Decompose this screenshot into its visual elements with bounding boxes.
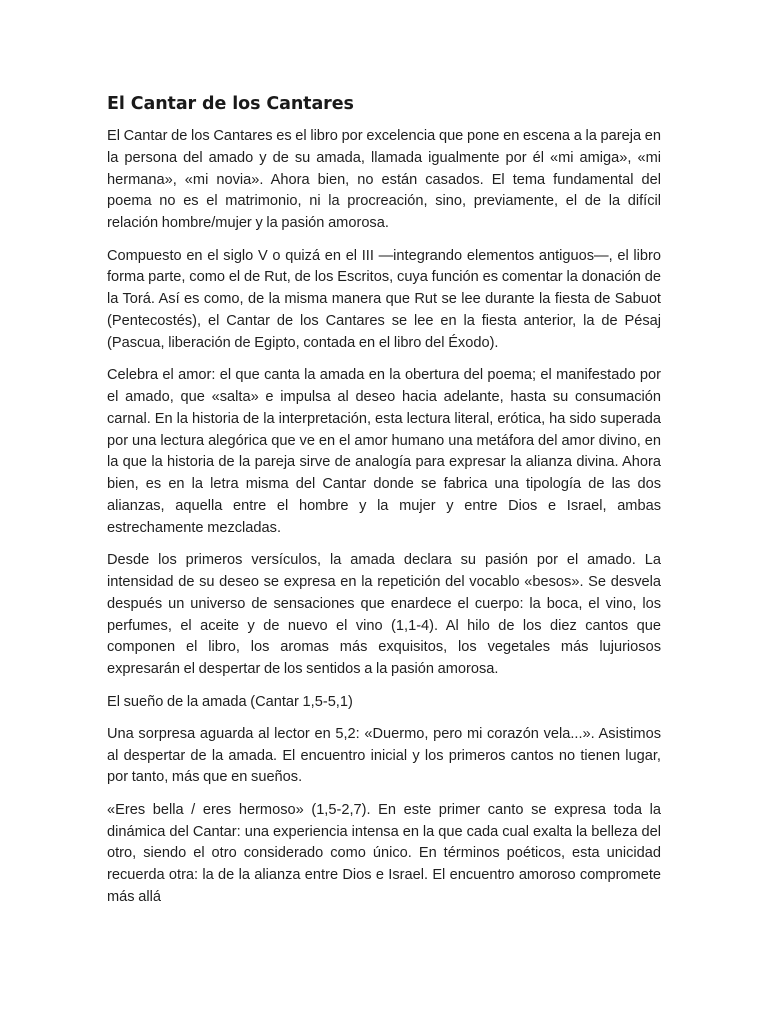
paragraph-surprise: Una sorpresa aguarda al lector en 5,2: «Duermo, pero mi corazón vela...». Asistimos al despertar de la amada. El encuentro inicial y los primeros cantos no tienen lugar, por tanto, más que en sueños.: [107, 725, 661, 786]
document-title: El Cantar de los Cantares: [107, 94, 354, 114]
paragraph-first-song: «Eres bella / eres hermoso» (1,5-2,7). En este primer canto se expresa toda la dinámica del Cantar: una experiencia intensa en la que cada cual exalta la belleza del otro, siendo el otro considerado como único. En términos poéticos, esta unicidad recuerda otra: la de la alianza entre Dios e Israel. El encuentro amoroso compromete más allá: [107, 801, 661, 906]
section-heading-dream: El sueño de la amada (Cantar 1,5-5,1): [107, 693, 353, 710]
paragraph-first-verses: Desde los primeros versículos, la amada declara su pasión por el amado. La intensidad de su deseo se expresa en la repetición del vocablo «besos». Se desvela después un universo de sensaciones que enardece el cuerpo: la boca, el vino, los perfumes, el aceite y de nuevo el vino (1,1-4). Al hilo de los diez cantos que componen el libro, los aromas más exquisitos, los vegetales más lujuriosos expresarán el despertar de los sentidos a la pasión amorosa.: [107, 552, 661, 678]
paragraph-composition: Compuesto en el siglo V o quizá en el III —integrando elementos antiguos—, el libro forma parte, como el de Rut, de los Escritos, cuya función es comentar la donación de la Torá. Así es como, de la misma manera que Rut se lee durante la fiesta de Sabuot (Pentecostés), el Cantar de los Cantares se lee en la fiesta anterior, la de Pésaj (Pascua, liberación de Egipto, contada en el libro del Éxodo).: [107, 247, 661, 351]
paragraph-celebration: Celebra el amor: el que canta la amada en la obertura del poema; el manifestado por el amado, que «salta» e impulsa al deseo hacia adelante, hasta su consumación carnal. En la historia de la interpretación, esta lectura literal, erótica, ha sido superada por una lectura alegórica que ve en el amor humano una metáfora del amor divino, en la que la historia de la pareja sirve de analogía para expresar la alianza divina. Ahora bien, es en la letra misma del Cantar donde se fabrica una tipología de las dos alianzas, aquella entre el hombre y la mujer y entre Dios e Israel, ambas estrechamente mezcladas.: [107, 367, 661, 536]
paragraph-introduction: El Cantar de los Cantares es el libro por excelencia que pone en escena a la pareja en la persona del amado y de su amada, llamada igualmente por él «mi amiga», «mi hermana», «mi novia». Ahora bien, no están casados. El tema fundamental del poema no es el matrimonio, ni la procreación, sino, previamente, el de la difícil relación hombre/mujer y la pasión amorosa.: [107, 128, 661, 232]
